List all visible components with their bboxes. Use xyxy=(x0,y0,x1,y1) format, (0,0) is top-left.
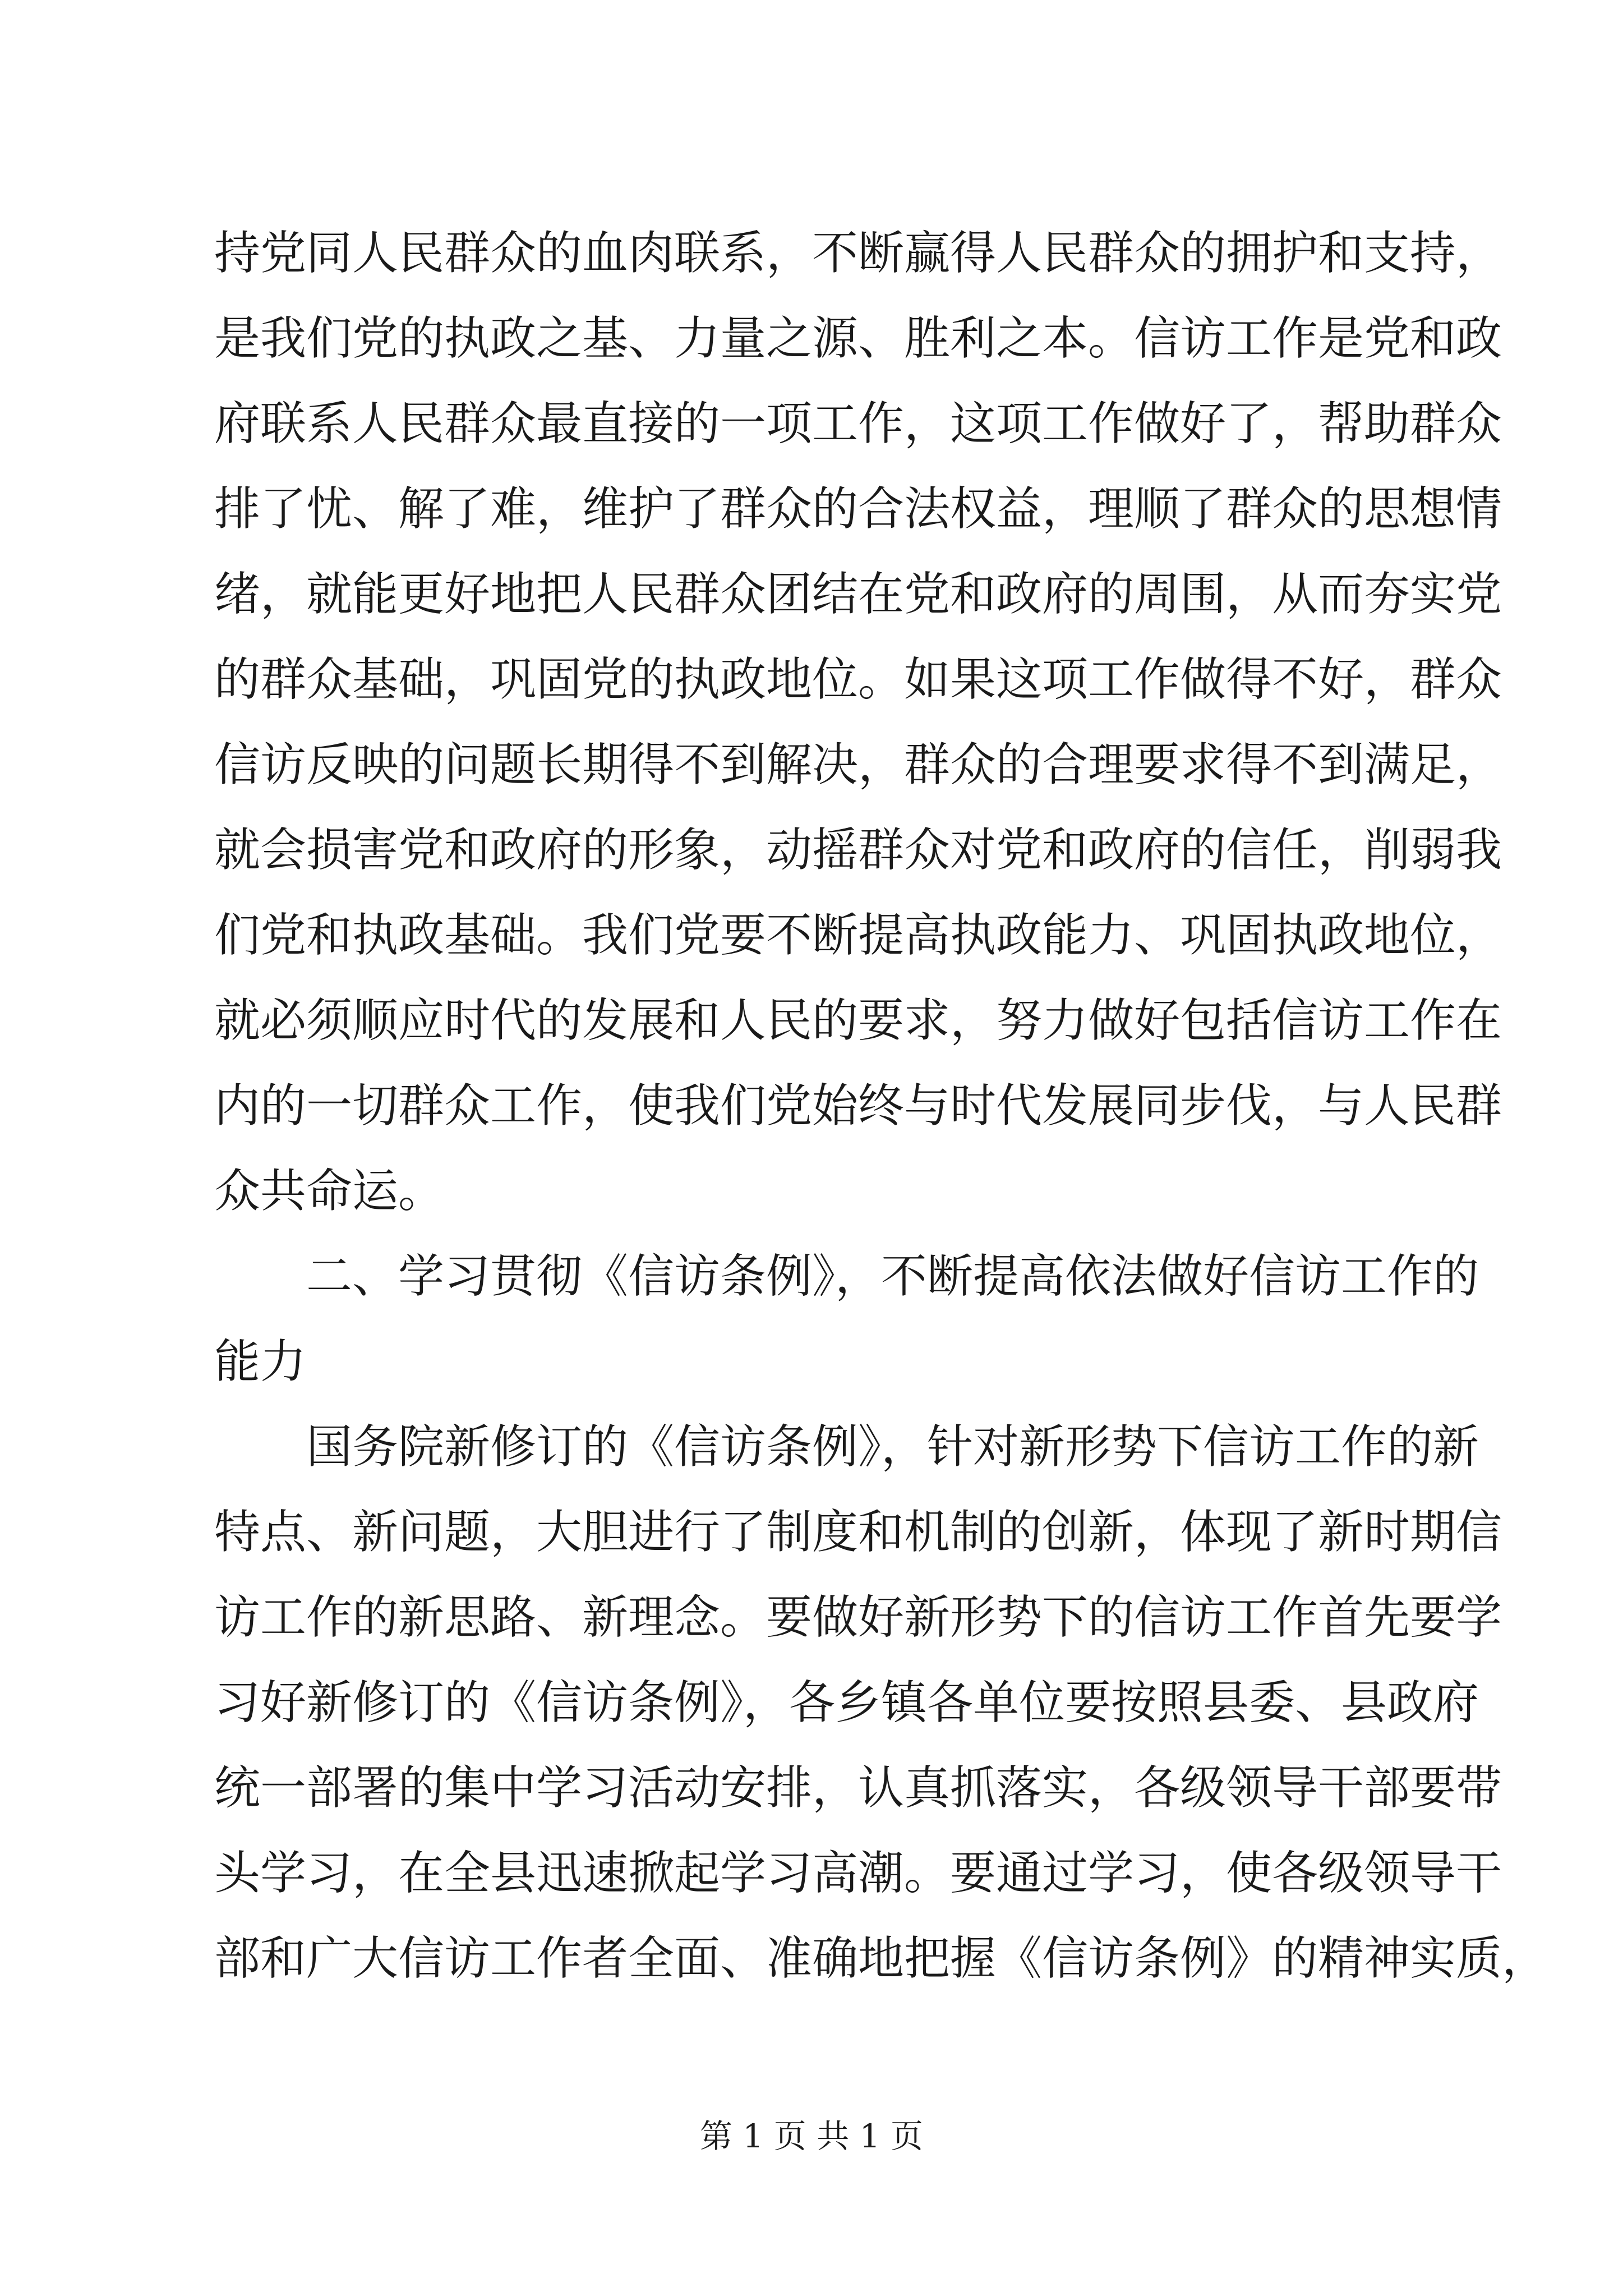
section-heading-line: 二、学习贯彻《信访条例》，不断提高依法做好信访工作的 xyxy=(214,1250,1479,1303)
text-line: 们党和执政基础。我们党要不断提高执政能力、巩固执政地位， xyxy=(214,909,1502,962)
text-line: 排了忧、解了难，维护了群众的合法权益，理顺了群众的思想情 xyxy=(214,482,1502,536)
text-line: 国务院新修订的《信访条例》，针对新形势下信访工作的新 xyxy=(214,1420,1479,1474)
text-line: 特点、新问题，大胆进行了制度和机制的创新，体现了新时期信 xyxy=(214,1506,1502,1559)
text-line: 众共命运。 xyxy=(214,1165,445,1218)
text-line: 是我们党的执政之基、力量之源、胜利之本。信访工作是党和政 xyxy=(214,312,1502,365)
body-text xyxy=(214,211,1548,2001)
text-line: 访工作的新思路、新理念。要做好新形势下的信访工作首先要学 xyxy=(214,1591,1502,1644)
text-line: 的群众基础，巩固党的执政地位。如果这项工作做得不好，群众 xyxy=(214,653,1502,706)
text-line: 持党同人民群众的血肉联系，不断赢得人民群众的拥护和支持， xyxy=(214,227,1502,280)
section-heading-line: 能力 xyxy=(214,1335,307,1388)
text-line: 信访反映的问题长期得不到解决，群众的合理要求得不到满足， xyxy=(214,738,1502,792)
text-line: 就会损害党和政府的形象，动摇群众对党和政府的信任，削弱我 xyxy=(214,823,1502,877)
text-line: 府联系人民群众最直接的一项工作，这项工作做好了，帮助群众 xyxy=(214,397,1502,450)
text-line: 习好新修订的《信访条例》，各乡镇各单位要按照县委、县政府 xyxy=(214,1676,1479,1729)
text-line: 内的一切群众工作，使我们党始终与时代发展同步伐，与人民群 xyxy=(214,1079,1502,1133)
text-line: 统一部署的集中学习活动安排，认真抓落实，各级领导干部要带 xyxy=(214,1761,1502,1815)
page-footer: 第 1 页 共 1 页 xyxy=(700,2117,923,2155)
text-line: 就必须顺应时代的发展和人民的要求，努力做好包括信访工作在 xyxy=(214,994,1502,1047)
text-line: 部和广大信访工作者全面、准确地把握《信访条例》的精神实质， xyxy=(214,1932,1548,1985)
text-line: 头学习，在全县迅速掀起学习高潮。要通过学习，使各级领导干 xyxy=(214,1847,1502,1900)
text-line: 绪，就能更好地把人民群众团结在党和政府的周围，从而夯实党 xyxy=(214,568,1502,621)
